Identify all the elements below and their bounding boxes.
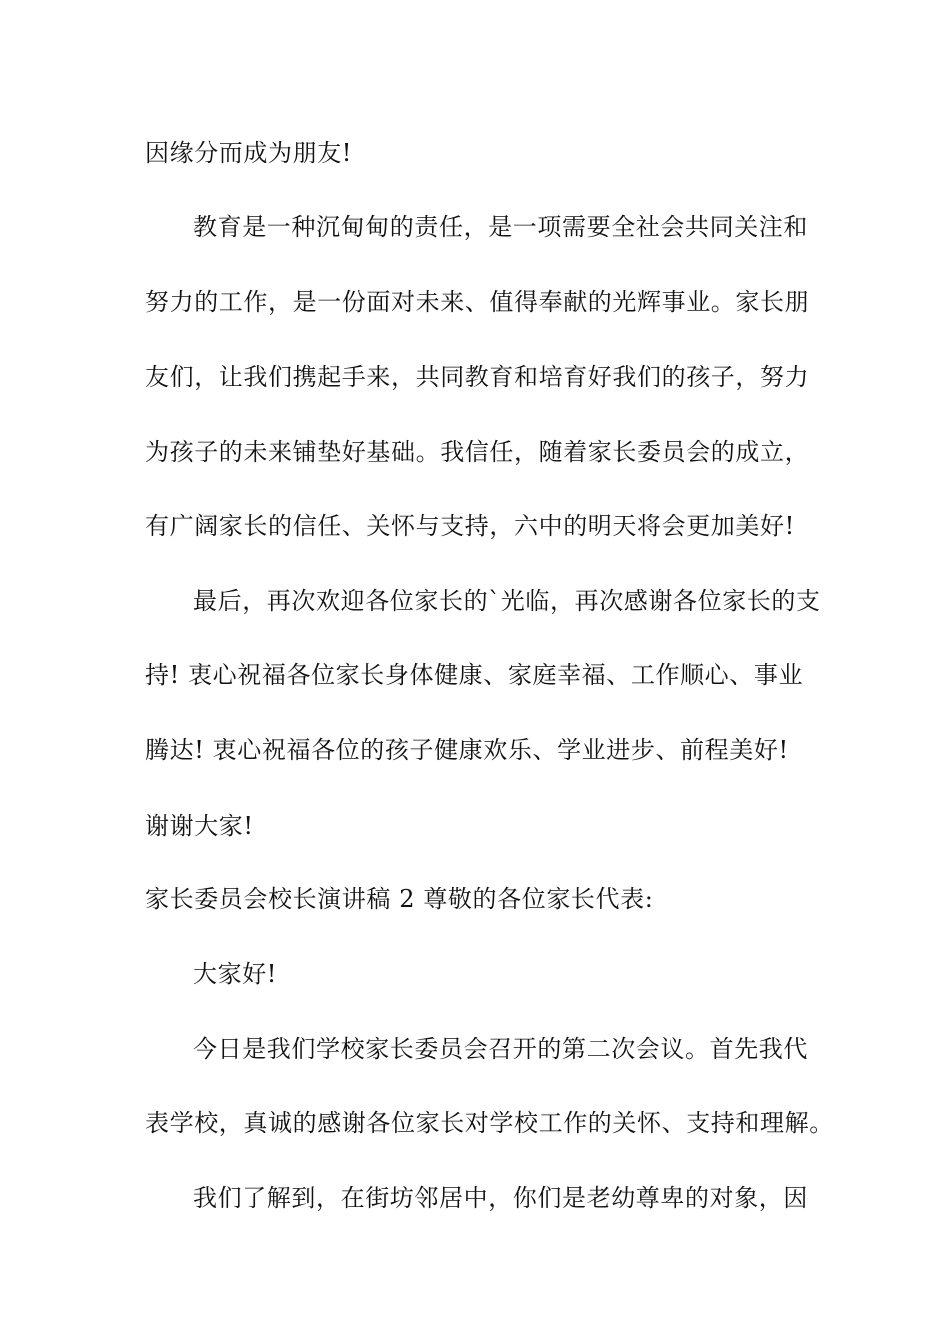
text-line: 谢谢大家! [145,812,254,840]
section-heading-line: 家长委员会校长演讲稿 2 尊敬的各位家长代表: [145,885,654,913]
text-line: 腾达! 衷心祝福各位的孩子健康欢乐、学业进步、前程美好! [145,736,789,764]
text-line: 友们，让我们携起手来，共同教育和培育好我们的孩子，努力 [145,363,810,391]
text-line: 有广阔家长的信任、关怀与支持，六中的明天将会更加美好! [145,512,795,540]
text-line: 因缘分而成为朋友! [145,139,353,167]
paragraph-start-line: 我们了解到，在街坊邻居中，你们是老幼尊卑的对象，因 [193,1184,808,1212]
paragraph-start-line: 教育是一种沉甸甸的责任，是一项需要全社会共同关注和 [193,213,808,241]
text-line: 努力的工作，是一份面对未来、值得奉献的光辉事业。家长朋 [145,288,810,316]
paragraph-start-line: 今日是我们学校家长委员会召开的第二次会议。首先我代 [193,1035,808,1063]
greeting-line: 大家好! [193,960,278,988]
text-line: 表学校，真诚的感谢各位家长对学校工作的关怀、支持和理解。 [145,1109,834,1137]
text-line: 持! 衷心祝福各位家长身体健康、家庭幸福、工作顺心、事业 [145,661,804,689]
text-line: 为孩子的未来铺垫好基础。我信任，随着家长委员会的成立， [145,438,810,466]
paragraph-start-line: 最后，再次欢迎各位家长的`光临，再次感谢各位家长的支 [193,587,821,615]
